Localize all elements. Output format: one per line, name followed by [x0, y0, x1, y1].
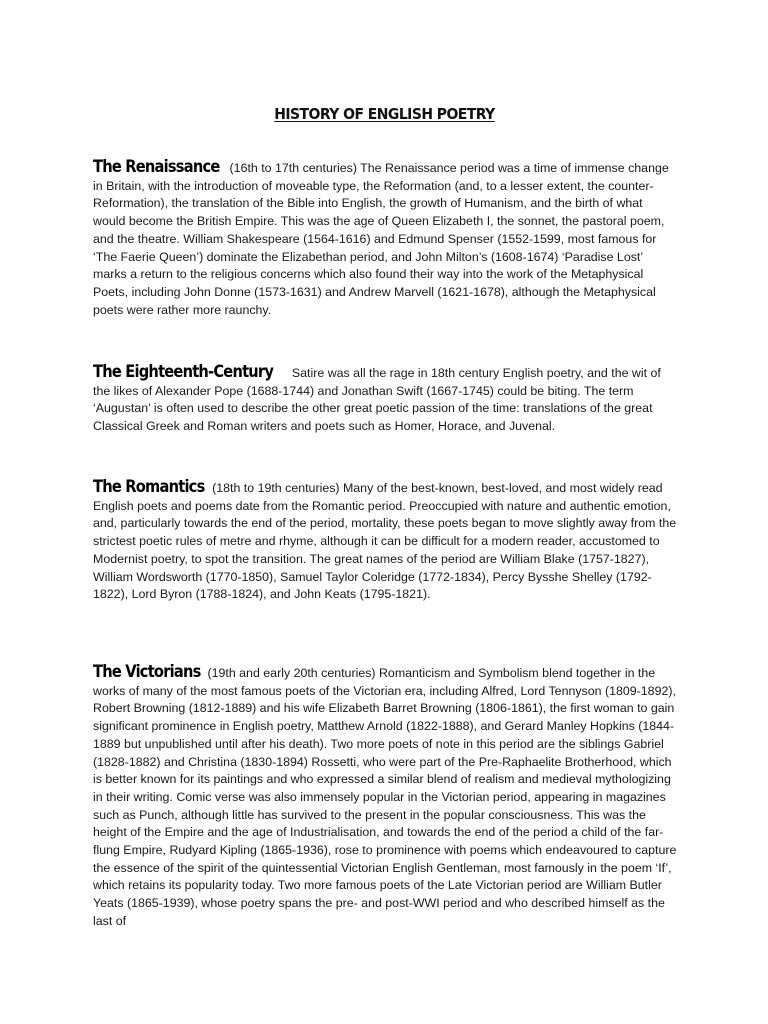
section-body: Satire was all the rage in 18th century English poetry, and the wit of the likes of Alexander Pope (1688-1744) and Jonathan Swift (1667-1745) could be biting. The term ‘Augustan’ is often used to describe the other great poetic passion of the time: translations of the great Classical Greek and Roman writers and poets such as Homer, Horace, and Juvenal.: [93, 366, 661, 434]
section-body: (19th and early 20th centuries) Romanticism and Symbolism blend together in the works of many of the most famous poets of the Victorian era, including Alfred, Lord Tennyson (1809-1892), Robert Browning (1812-1889) and his wife Elizabeth Barret Browning (1806-1861), the first woman to gain significant prominence in English poetry, Matthew Arnold (1822-1888), and Gerard Manley Hopkins (1844-1889 but unpublished until after his death). Two more poets of note in this period are the siblings Gabriel (1828-1882) and Christina (1830-1894) Rossetti, who were part of the Pre-Raphaelite Brotherhood, which is better known for its paintings and who expressed a similar blend of realism and medieval mythologizing in their writing. Comic verse was also immensely popular in the Victorian period, appearing in magazines such as Punch, although little has survived to the present in the popular consciousness. This was the height of the Empire and the age of Industrialisation, and towards the end of the period a child of the far-flung Empire, Rudyard Kipling (1865-1936), rose to prominence with poems which endeavoured to capture the essence of the spirit of the quintessential Victorian English Gentleman, most famously in the poem ‘If’, which retains its popularity today. Two more famous poets of the Late Victorian period are William Butler Yeats (1865-1939), whose poetry spans the pre- and post-WWI period and who described himself as the last of: [93, 666, 677, 928]
document-title: [0, 90, 768, 127]
section-victorians: [93, 664, 677, 931]
section-heading: The Renaissance: [93, 157, 220, 177]
section-heading: The Romantics: [93, 477, 205, 497]
section-body: (18th to 19th centuries) Many of the best-known, best-loved, and most widely read English poets and poems date from the Romantic period. Preoccupied with nature and authentic emotion, and, particularly towards the end of the period, mortality, these poets began to move slightly away from the strictest poetic rules of metre and rhyme, although it can be difficult for a modern reader, accustomed to Modernist poetry, to spot the transition. The great names of the period are William Blake (1757-1827), William Wordsworth (1770-1850), Samuel Taylor Coleridge (1772-1834), Percy Bysshe Shelley (1792-1822), Lord Byron (1788-1824), and John Keats (1795-1821).: [93, 481, 677, 602]
document-title-text: HISTORY OF ENGLISH POETRY: [273, 105, 495, 123]
section-renaissance: [93, 159, 677, 319]
section-eighteenth-century: [93, 364, 677, 436]
section-heading: The Victorians: [93, 662, 201, 682]
section-body: (16th to 17th centuries) The Renaissance period was a time of immense change in Britain, with the introduction of moveable type, the Reformation (and, to a lesser extent, the counter-Reformation), the translation of the Bible into English, the growth of Humanism, and the birth of what would become the British Empire. This was the age of Queen Elizabeth I, the sonnet, the pastoral poem, and the theatre. William Shakespeare (1564-1616) and Edmund Spenser (1552-1599, most famous for ‘The Faerie Queen’) dominate the Elizabethan period, and John Milton’s (1608-1674) ‘Paradise Lost’ marks a return to the religious concerns which also found their way into the work of the Metaphysical Poets, including John Donne (1573-1631) and Andrew Marvell (1621-1678), although the Metaphysical poets were rather more raunchy.: [93, 161, 669, 317]
section-romantics: [93, 479, 677, 604]
section-heading: The Eighteenth-Century: [93, 362, 274, 382]
